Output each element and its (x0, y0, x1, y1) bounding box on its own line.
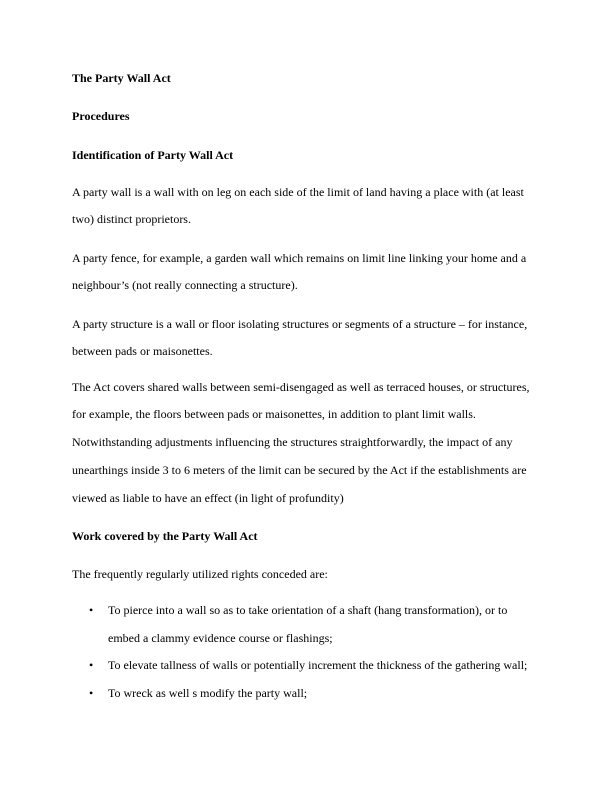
bullet-icon: • (89, 686, 94, 700)
list-item-line: embed a clammy evidence course or flashings; (108, 631, 333, 645)
list-intro: The frequently regularly utilized rights conceded are: (72, 567, 328, 581)
paragraph-line: neighbour’s (not really connecting a structure). (72, 278, 298, 292)
list-item-line: To pierce into a wall so as to take orientation of a shaft (hang transformation), or to (108, 603, 508, 617)
paragraph-line: A party wall is a wall with on leg on each side of the limit of land having a place with (at least (72, 185, 524, 199)
paragraph-line: A party fence, for example, a garden wall which remains on limit line linking your home and a (72, 251, 527, 265)
paragraph-line: A party structure is a wall or floor isolating structures or segments of a structure – for instance, (72, 317, 528, 331)
bullet-icon: • (89, 658, 94, 672)
document-title: The Party Wall Act (72, 71, 171, 85)
section-heading-procedures: Procedures (72, 109, 130, 123)
list-item-line: To elevate tallness of walls or potentially increment the thickness of the gathering wall; (108, 658, 528, 672)
paragraph-line: viewed as liable to have an effect (in light of profundity) (72, 491, 344, 505)
bullet-icon: • (89, 603, 94, 617)
subsection-heading-identification: Identification of Party Wall Act (72, 148, 234, 162)
list-item-line: To wreck as well s modify the party wall; (108, 686, 308, 700)
paragraph-line: between pads or maisonettes. (72, 344, 213, 358)
paragraph-line: Notwithstanding adjustments influencing the structures straightforwardly, the impact of any (72, 435, 513, 449)
paragraph-line: unearthings inside 3 to 6 meters of the limit can be secured by the Act if the establishments are (72, 463, 527, 477)
paragraph-line: two) distinct proprietors. (72, 212, 191, 226)
paragraph-line: for example, the floors between pads or maisonettes, in addition to plant limit walls. (72, 407, 476, 421)
paragraph-line: The Act covers shared walls between semi-disengaged as well as terraced houses, or structures, (72, 380, 530, 394)
section-heading-work-covered: Work covered by the Party Wall Act (72, 529, 258, 543)
